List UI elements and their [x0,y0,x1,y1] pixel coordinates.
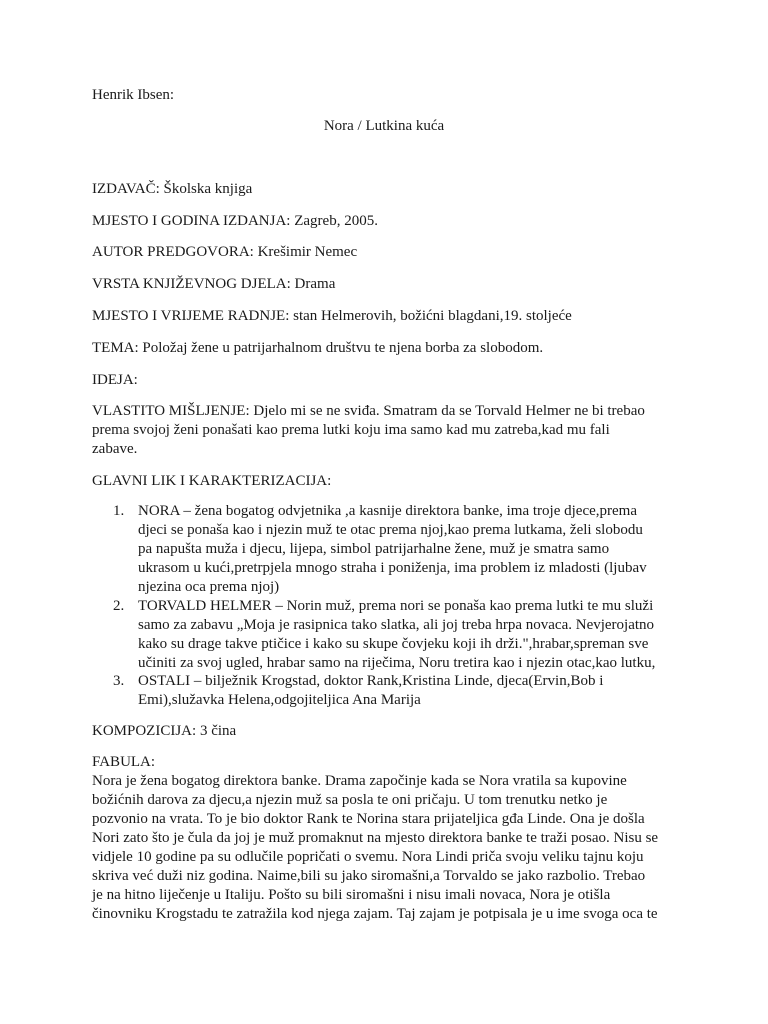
characters-heading: GLAVNI LIK I KARAKTERIZACIJA: [92,473,332,489]
fabula-line: skriva već duži niz godina. Naime,bili su jako siromašni,a Torvaldo se jako razbolio. Trebao [92,868,646,884]
field-setting [92,307,572,326]
fabula-line: činovniku Krogstadu te zatražila kod njega zajam. Taj zajam je potpisala je u ime svoga oca te [92,906,658,922]
opinion-line-1 [92,402,645,421]
opinion-label: VLASTITO MIŠLJENJE: [92,403,250,419]
list-number: 2. [113,598,125,614]
composition-line [92,722,236,741]
character-others-line: Emi),služavka Helena,odgojiteljica Ana Marija [138,692,421,708]
character-nora-line: ukrasom u kući,pretrpjela mnogo straha i poniženja, ima problem iz mladosti (ljubav [138,560,647,576]
field-value: Položaj žene u patrijarhalnom društvu te njena borba za slobodom. [142,340,544,356]
opinion-line-2: prema svojoj ženi ponašati kao prema lutki koju ima samo kad mu zatreba,kad mu fali [92,422,610,438]
character-others-line: OSTALI – bilježnik Krogstad, doktor Rank,Kristina Linde, djeca(Ervin,Bob i [138,673,604,689]
field-preface-author [92,243,357,262]
character-nora-line: djeci se ponaša kao i njezin muž te otac prema njoj,kao prema lutkama, želi slobodu [138,522,643,538]
fabula-line: pozvonio na vrata. To je bio doktor Rank te Norina stara prijateljica gđa Linde. Ona je došla [92,811,645,827]
field-label: VRSTA KNJIŽEVNOG DJELA: [92,276,291,292]
opinion-line-3: zabave. [92,441,138,457]
opinion-text: Djelo mi se ne sviđa. Smatram da se Torvald Helmer ne bi trebao [253,403,645,419]
field-value: Zagreb, 2005. [294,213,378,229]
field-label: MJESTO I VRIJEME RADNJE: [92,308,290,324]
composition-label: KOMPOZICIJA: [92,723,197,739]
field-theme [92,339,543,358]
character-torvald-line: TORVALD HELMER – Norin muž, prema nori se ponaša kao prema lutki te mu služi [138,598,654,614]
field-label: TEMA: [92,340,139,356]
field-publisher [92,180,252,199]
character-nora-line: njezina oca prema njoj) [138,579,280,595]
character-torvald-line: samo za zabavu „Moja je rasipnica tako slatka, ali joj treba hrpa novaca. Nevjerojatno [138,617,655,633]
character-nora-line: NORA – žena bogatog odvjetnika ,a kasnije direktora banke, ima troje djece,prema [138,503,637,519]
fabula-line: božićnih darova za djecu,a njezin muž sa posla te oni pričaju. U tom trenutku netko je [92,792,608,808]
field-label: AUTOR PREDGOVORA: [92,244,254,260]
composition-value: 3 čina [199,723,237,739]
character-torvald-line: kako su drage takve ptičice i kako su skupe čovjeku koji ih drži.",hrabar,spreman sve [138,636,649,652]
field-genre [92,275,335,294]
field-value: stan Helmerovih, božićni blagdani,19. stoljeće [293,308,572,324]
fabula-line: je na hitno liječenje u Italiju. Pošto su bili siromašni i nisu imali novaca, Nora je otišla [92,887,611,903]
field-idea [92,371,138,390]
character-torvald-line: učiniti za svoj ugled, hrabar samo na riječima, Noru tretira kao i njezin otac,kao lutku, [138,655,656,671]
list-number: 1. [113,503,125,519]
fabula-line: Nora je žena bogatog direktora banke. Drama započinje kada se Nora vratila sa kupovine [92,773,627,789]
fabula-line: vidjele 10 godine pa su odlučile popričati o svemu. Nora Lindi priča svoju veliku tajnu koju [92,849,644,865]
fabula-line: Nori zato što je čula da joj je muž promaknut na mjesto direktora banke te traži posao. Nisu se [92,830,659,846]
field-label: MJESTO I GODINA IZDANJA: [92,213,291,229]
fabula-heading: FABULA: [92,754,156,770]
character-nora-line: pa napušta muža i djecu, lijepa, simbol patrijarhalne žene, muž je smatra samo [138,541,610,557]
list-number: 3. [113,673,125,689]
field-value: Krešimir Nemec [257,244,358,260]
field-place-year [92,212,378,231]
field-label: IDEJA: [92,372,138,388]
field-value: Drama [294,276,336,292]
field-value: Školska knjiga [163,181,253,197]
author-line: Henrik Ibsen: [92,87,175,103]
document-title: Nora / Lutkina kuća [323,118,445,134]
field-label: IZDAVAČ: [92,181,160,197]
